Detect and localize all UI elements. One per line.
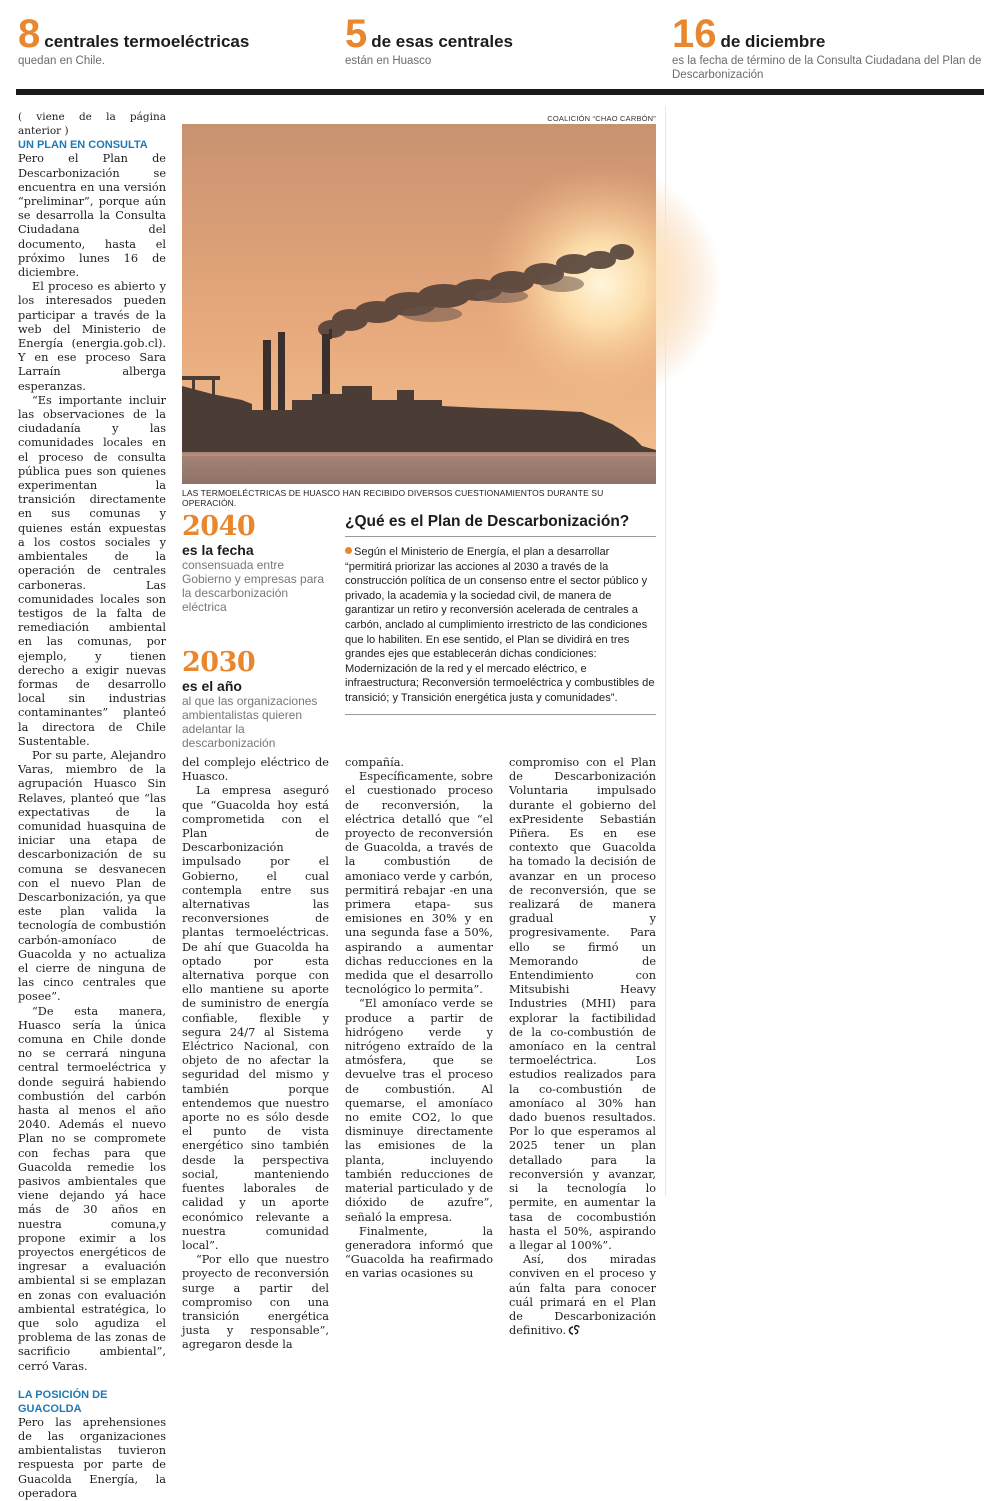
article-column-4 xyxy=(509,756,656,1338)
power-plant-illustration xyxy=(182,124,656,484)
paragraph: El proceso es abierto y los interesados pueden participar a través de la web del Ministerio de Energía (energia.gob.cl). Y en ese proceso Sara Larraín alberga esperanzas. xyxy=(18,280,166,393)
continued-note: ( viene de la página anterior ) xyxy=(18,111,166,138)
bullet-icon xyxy=(345,547,352,554)
paragraph xyxy=(509,1253,656,1338)
paragraph: compromiso con el Plan de Descarbonización Voluntaria impulsado durante el gobierno del exPresidente Sebastián Piñera. Es en ese contexto que Guacolda ha tomado la decisión de avanzar en un proceso de reconversión, que se realizará de manera gradual y progresivamente. Para ello se firmó un Memorando de Entendimiento con Mitsubishi Heavy Industries (MHI) para explorar la factibilidad de la co-combustión de amoníaco en la central termoeléctrica. Los estudios realizados para la co-combustión de amoníaco al 30% han dado buenos resultados. Por lo que esperamos al 2025 tener un plan detallado para la reconversión y avanzar, si la tecnología lo permite, en aumentar la tasa de cocombustión hasta el 50%, aspirando a llegar al 100%”. xyxy=(509,756,656,1252)
paragraph: Pero el Plan de Descarbonización se encuentra en una versión “preliminar”, porque aún se desarrolla la Consulta Ciudadana del documento, hasta el próximo lunes 16 de diciembre. xyxy=(18,152,166,280)
fact-detail: consensuada entre Gobierno y empresas para la descarbonización eléctrica xyxy=(182,558,325,614)
stat-block-3 xyxy=(672,14,984,82)
fact-2040 xyxy=(182,512,332,614)
fact-year: 2040 xyxy=(182,511,256,542)
paragraph: “Es importante incluir las observaciones de la ciudadanía y las comunidades locales en el proceso de consulta pública pues son quienes experimentan la transición directamente en sus comunas y quienes están expuestas a los costos sociales y ambientales de la operación de centrales carboneras. Las comunidades locales son testigos de la falta de remediación ambiental en las comunas, por ejemplo, y tienen derecho a exigir nuevas formas de desarrollo local sin industrias contaminantes” planteó la directora de Chile Sustentable. xyxy=(18,393,166,748)
photo-credit: COALICIÓN “CHAO CARBÓN” xyxy=(547,114,656,123)
stat-headline: de diciembre xyxy=(720,32,826,51)
stat-number: 5 xyxy=(345,12,368,56)
info-box-body xyxy=(345,545,656,715)
article-column-1 xyxy=(18,110,166,1501)
fact-year: 2030 xyxy=(182,647,256,678)
paragraph: del complejo eléctrico de Huasco. xyxy=(182,756,329,784)
closing-text: Así, dos miradas conviven en el proceso y aún falta para conocer cuál primará en el Plan de Descarbonización definitivo. xyxy=(509,1253,656,1338)
stat-block-1 xyxy=(18,14,249,68)
info-box xyxy=(345,512,656,715)
paragraph: La empresa aseguró que “Guacolda hoy está comprometida con el Plan de Descarbonización impulsado por el Gobierno, el cual contempla entre sus alternativas las reconversiones de plantas termoeléctricas. De ahí que Guacolda ha optado por esta alternativa porque con ello mantiene su aporte de suministro de energía confiable, flexible y segura 24/7 al Sistema Eléctrico Nacional, con objeto de no afectar la seguridad del mismo y también porque entendemos que nuestro aporte no es sólo desde el punto de vista energético sino también desde la perspectiva social, manteniendo fuentes laborales de calidad y un aporte económico relevante a nuestra comunidad local”. xyxy=(182,784,329,1252)
fact-2030 xyxy=(182,648,332,750)
fact-headline: es la fecha xyxy=(182,542,254,558)
paragraph: Específicamente, sobre el cuestionado proceso de reconversión, la eléctrica detalló que “el proyecto de reconversión de Guacolda, a través de la combustión de amoniaco verde y carbón, permitirá rebajar -en una primera etapa- sus emisiones en 30% y en una segunda fase a 50%, aspirando a aumentar dichas reducciones en la medida que el desarrollo tecnológico lo permita”. xyxy=(345,770,493,997)
paragraph: Pero las aprehensiones de las organizaciones ambientalistas tuvieron respuesta por parte de Guacolda Energía, la operadora xyxy=(18,1415,166,1500)
paragraph: “El amoníaco verde se produce a partir de hidrógeno verde y nitrógeno extraído de la atmósfera, que se devuelve tras el proceso de combustión. Al quemarse, el amoníaco no emite CO2, lo que disminuye directamente las emisiones de la planta, incluyendo también reducciones de material particulado y de dióxido de azufre”, señaló la empresa. xyxy=(345,997,493,1224)
article-column-2 xyxy=(182,756,329,1353)
stat-detail: quedan en Chile. xyxy=(18,55,105,67)
paragraph: compañía. xyxy=(345,756,405,769)
section-subhead: UN PLAN EN CONSULTA xyxy=(18,139,148,152)
power-plant-photo xyxy=(182,124,656,484)
stat-detail: están en Huasco xyxy=(345,55,432,67)
column-divider xyxy=(665,106,666,1196)
paragraph: Por su parte, Alejandro Varas, miembro de la agrupación Huasco Sin Relaves, planteó que “las expectativas de la comunidad huasquina de iniciar una etapa de descarbonización de su comuna se desvanecen con el nuevo Plan de Descarbonización, ya que este plan valida la tecnología de combustión carbón-amoníaco de Guacolda y no actualiza el cierre de ninguna de las cinco centrales que posee”. xyxy=(18,748,166,1004)
stat-headline: de esas centrales xyxy=(371,32,514,51)
stat-headline: centrales termoeléctricas xyxy=(44,32,250,51)
stat-detail: es la fecha de término de la Consulta Ciudadana del Plan de Descarbonización xyxy=(672,55,982,81)
paragraph: “De esta manera, Huasco sería la única comuna en Chile donde no se cerrará ninguna central termoeléctrica y donde seguirá habiendo combustión del carbón hasta al menos el año 2040. Además el nuevo Plan no se compromete con fechas para que Guacolda remedie los pasivos ambientales que viene dejando yá hace más de 30 años en nuestra comuna,y propone eximir a los proyectos energéticos de ingresar a evaluación ambiental si se emplazan en zonas con evaluación ambiental estratégica, lo que solo agudiza el problema de las zonas de sacrificio ambiental”, cerró Varas. xyxy=(18,1004,166,1373)
info-box-title: ¿Qué es el Plan de Descarbonización? xyxy=(345,512,656,537)
section-subhead: LA POSICIÓN DE GUACOLDA xyxy=(18,1388,108,1415)
stat-number: 16 xyxy=(672,12,717,56)
header-rule xyxy=(16,89,984,95)
fact-detail: al que las organizaciones ambientalistas quieren adelantar la descarbonización xyxy=(182,694,318,750)
paragraph: Finalmente, la generadora informó que “Guacolda ha reafirmado en varias ocasiones su xyxy=(345,1224,493,1281)
stat-number: 8 xyxy=(18,12,41,56)
fact-headline: es el año xyxy=(182,678,242,694)
end-of-article-icon xyxy=(568,1326,580,1335)
article-column-3 xyxy=(345,756,493,1282)
info-box-text: Según el Ministerio de Energía, el plan a desarrollar “permitirá priorizar las acciones al 2030 a través de la construcción política de un consenso entre el sector público y privado, la academia y la sociedad civil, de manera de garantizar un retiro y reconversión acelerada de centrales a carbón, anclado al cumplimiento irrestricto de las condiciones que lo habiliten. En ese sentido, el Plan se dividirá en tres grandes ejes que establecerán dichas condiciones: Modernización de la red y el mercado eléctrico, e infraestructura; Reconversión termoeléctrica y combustibles de transició; y Transición energética justa y comunidades”. xyxy=(345,546,655,704)
paragraph: “Por ello que nuestro proyecto de reconversión surge a partir del compromiso con una transición energética justa y responsable”, agregaron desde la xyxy=(182,1253,329,1352)
stat-block-2 xyxy=(345,14,513,68)
photo-caption: LAS TERMOELÉCTRICAS DE HUASCO HAN RECIBIDO DIVERSOS CUESTIONAMIENTOS DURANTE SU OPERACIÓN. xyxy=(182,488,604,508)
